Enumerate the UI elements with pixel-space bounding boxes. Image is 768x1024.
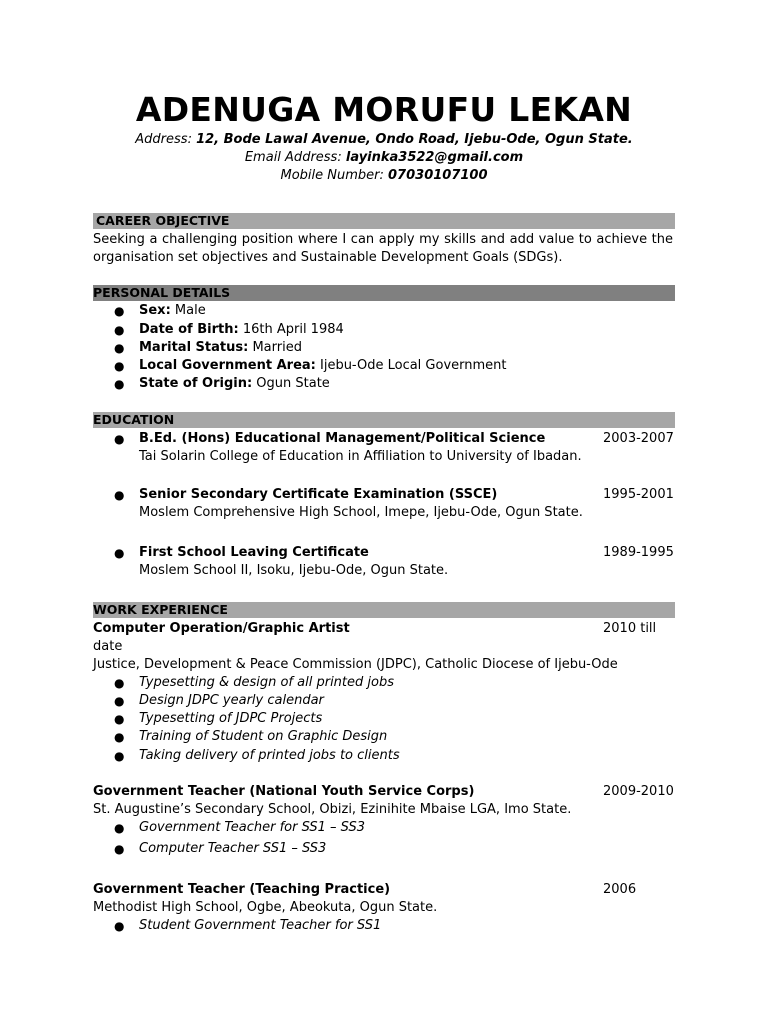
work-title: Government Teacher (National Youth Service Corps) [93,784,475,799]
bullet-icon: ● [114,304,125,318]
education-years: 2003-2007 [603,431,674,446]
bullet-icon: ● [114,749,125,763]
work-duty: Typesetting & design of all printed jobs [139,675,394,690]
education-title: B.Ed. (Hons) Educational Management/Political Science [139,431,546,446]
education-title: Senior Secondary Certificate Examination (SSCE) [139,487,498,502]
personal-item: State of Origin: Ogun State [139,376,330,391]
bullet-icon: ● [114,694,125,708]
section-header-personal: PERSONAL DETAILS [93,285,675,301]
work-duty: Computer Teacher SS1 – SS3 [139,841,327,856]
address-line [0,131,768,149]
email-line [0,149,768,167]
bullet-icon: ● [114,546,125,560]
bullet-icon: ● [114,919,125,933]
email-label: Email Address: [244,150,342,165]
education-institution: Moslem Comprehensive High School, Imepe, Ijebu-Ode, Ogun State. [139,505,583,520]
address-value: 12, Bode Lawal Avenue, Ondo Road, Ijebu-Ode, Ogun State. [196,132,633,147]
career-line-1: Seeking a challenging position where I can apply my skills and add value to achieve the [93,232,673,247]
bullet-icon: ● [114,730,125,744]
bullet-icon: ● [114,488,125,502]
address-label: Address: [135,132,192,147]
work-organisation: Justice, Development & Peace Commission (JDPC), Catholic Diocese of Ijebu-Ode [93,657,618,672]
work-duty: Design JDPC yearly calendar [139,693,324,708]
bullet-icon: ● [114,842,125,856]
bullet-icon: ● [114,323,125,337]
work-years: 2009-2010 [603,784,674,799]
career-line-2: organisation set objectives and Sustainable Development Goals (SDGs). [93,250,563,265]
work-organisation: St. Augustine’s Secondary School, Obizi, Ezinihite Mbaise LGA, Imo State. [93,802,572,817]
bullet-icon: ● [114,821,125,835]
work-duty: Government Teacher for SS1 – SS3 [139,820,365,835]
work-duty: Taking delivery of printed jobs to clients [139,748,400,763]
bullet-icon: ● [114,359,125,373]
bullet-icon: ● [114,341,125,355]
bullet-icon: ● [114,432,125,446]
work-duty: Typesetting of JDPC Projects [139,711,323,726]
mobile-line [0,167,768,185]
personal-item: Marital Status: Married [139,340,302,355]
email-value: layinka3522@gmail.com [345,150,524,165]
education-institution: Moslem School II, Isoku, Ijebu-Ode, Ogun State. [139,563,449,578]
work-duty: Student Government Teacher for SS1 [139,918,382,933]
bullet-icon: ● [114,377,125,391]
education-years: 1995-2001 [603,487,674,502]
section-header-career: CAREER OBJECTIVE [93,213,675,229]
bullet-icon: ● [114,676,125,690]
work-years: 2006 [603,882,637,897]
education-title: First School Leaving Certificate [139,545,369,560]
education-years: 1989-1995 [603,545,674,560]
bullet-icon: ● [114,712,125,726]
applicant-name: ADENUGA MORUFU LEKAN [135,90,633,129]
mobile-label: Mobile Number: [280,168,384,183]
career-objective-text [93,231,673,267]
work-title: Computer Operation/Graphic Artist [93,621,350,636]
section-header-education: EDUCATION [93,412,675,428]
mobile-value: 07030107100 [388,168,488,183]
personal-item: Local Government Area: Ijebu-Ode Local Government [139,358,507,373]
education-institution: Tai Solarin College of Education in Affiliation to University of Ibadan. [139,449,582,464]
work-duty: Training of Student on Graphic Design [139,729,388,744]
work-years: 2010 till [603,621,657,636]
section-header-work: WORK EXPERIENCE [93,602,675,618]
work-years-continued: date [93,639,123,654]
personal-item: Date of Birth: 16th April 1984 [139,322,344,337]
work-organisation: Methodist High School, Ogbe, Abeokuta, Ogun State. [93,900,438,915]
work-title: Government Teacher (Teaching Practice) [93,882,391,897]
personal-item: Sex: Male [139,303,206,318]
